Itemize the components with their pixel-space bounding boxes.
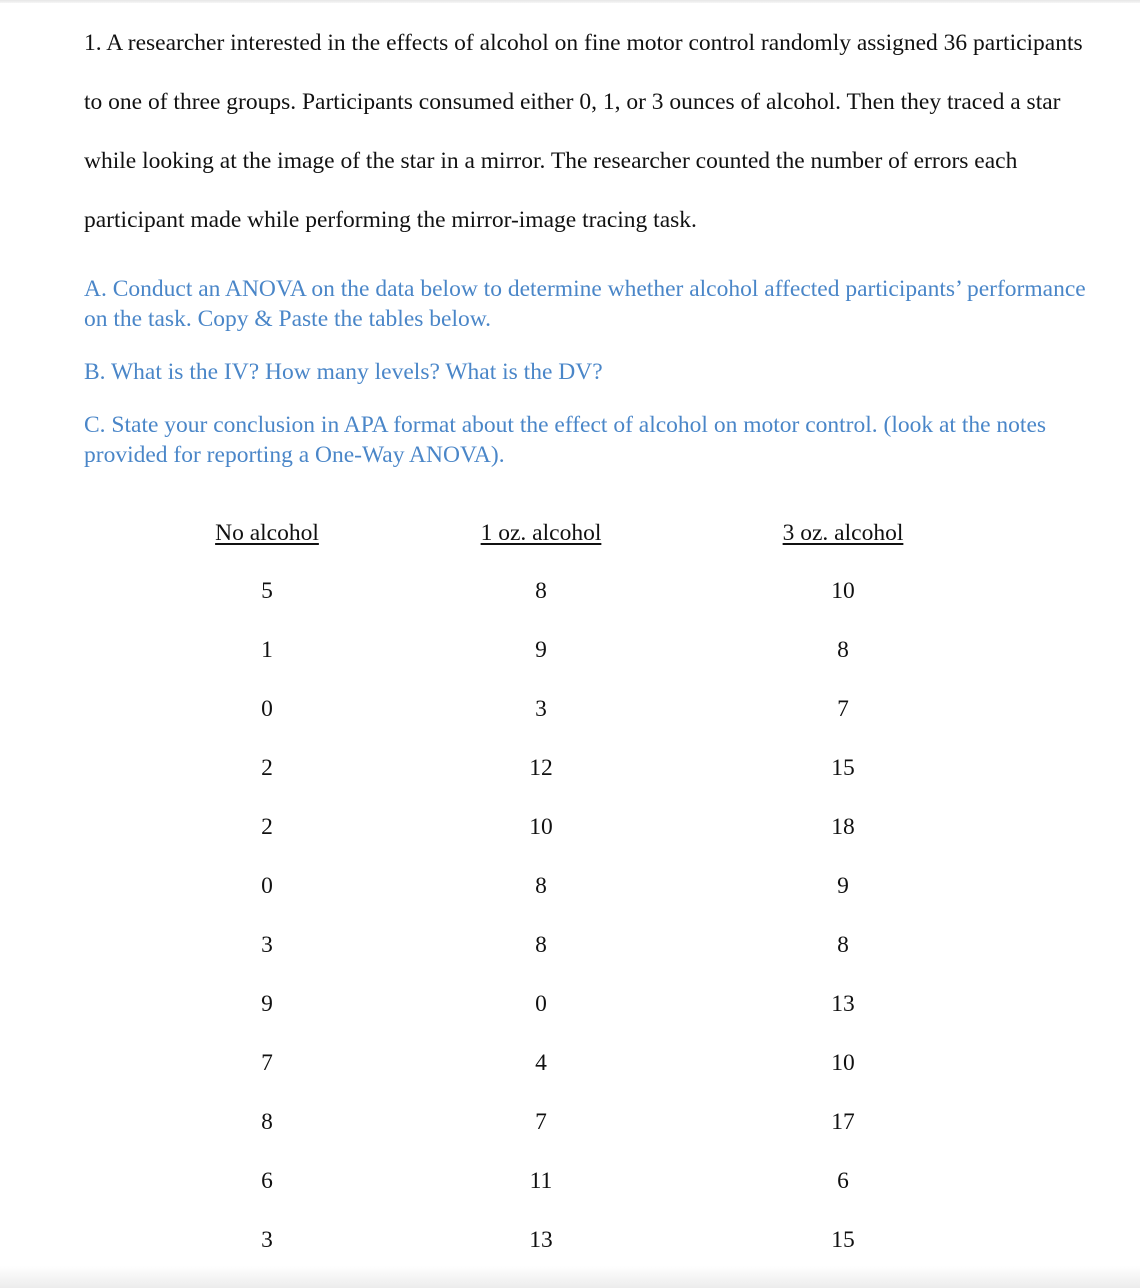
prompt-a: A. Conduct an ANOVA on the data below to determine whether alcohol affected participants’ performance on the task. Copy & Paste the tables below. [84,276,1086,332]
data-cell: 11 [529,1168,553,1194]
column-values [157,573,377,1281]
data-cell: 18 [831,814,855,840]
data-cell: 10 [529,814,553,840]
data-cell: 3 [261,932,273,958]
data-cell: 0 [535,991,547,1017]
question-text: 1. A researcher interested in the effects of alcohol on fine motor control randomly assigned 36 participants to one of three groups. Participants consumed either 0, 1, or 3 ounces of alcohol. Then they traced a star while looking at the image of the star in a mirror. The researcher counted the number of errors each participant made while performing the mirror-image tracing task. [84,30,1083,233]
data-cell: 5 [261,578,273,604]
prompt-c: C. State your conclusion in APA format about the effect of alcohol on motor control. (look at the notes provided for reporting a One-Way ANOVA). [84,412,1047,468]
data-cell: 15 [831,1227,855,1253]
data-cell: 2 [261,814,273,840]
data-cell: 2 [261,755,273,781]
column-values [733,573,953,1281]
data-cell: 9 [837,873,849,899]
data-cell: 8 [837,932,849,958]
data-cell: 1 [261,637,273,663]
data-cell: 7 [837,696,849,722]
page-bottom-edge [0,1266,1140,1288]
data-cell: 12 [529,755,553,781]
data-cell: 8 [837,637,849,663]
data-cell: 13 [831,991,855,1017]
data-cell: 7 [261,1050,273,1076]
data-cell: 17 [831,1109,855,1135]
data-column-no-alcohol [157,515,377,1281]
data-cell: 6 [261,1168,273,1194]
data-cell: 15 [831,755,855,781]
page-top-edge [0,0,1140,3]
data-cell: 10 [831,1050,855,1076]
data-cell: 13 [529,1227,553,1253]
column-header: No alcohol [215,520,319,546]
data-cell: 0 [261,696,273,722]
data-cell: 9 [261,991,273,1017]
data-cell: 8 [535,873,547,899]
data-cell: 6 [837,1168,849,1194]
data-column-1oz-alcohol [431,515,651,1281]
data-cell: 9 [535,637,547,663]
data-column-3oz-alcohol [733,515,953,1281]
data-cell: 8 [535,578,547,604]
column-header: 3 oz. alcohol [782,520,904,546]
data-cell: 0 [261,873,273,899]
data-cell: 3 [535,696,547,722]
column-header: 1 oz. alcohol [480,520,602,546]
prompt-b: B. What is the IV? How many levels? What is the DV? [84,359,603,385]
data-cell: 3 [261,1227,273,1253]
data-cell: 8 [261,1109,273,1135]
data-cell: 8 [535,932,547,958]
data-cell: 7 [535,1109,547,1135]
data-cell: 4 [535,1050,547,1076]
column-values [431,573,651,1281]
data-cell: 10 [831,578,855,604]
